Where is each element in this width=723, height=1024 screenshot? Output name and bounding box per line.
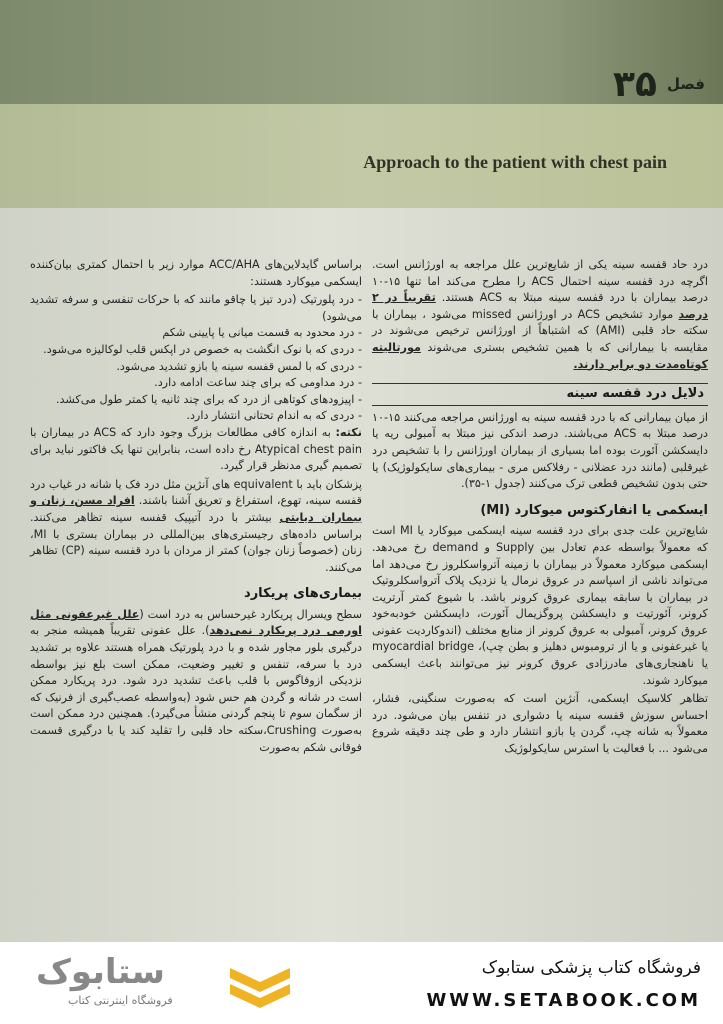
chapter-label: فصل [667,75,705,93]
list-item: - اپیزودهای کوتاهی از درد که برای چند ثانیه یا کمتر طول می‌کشد. [55,392,362,406]
pericard-text-2: ). علل عفونی تقریباً همیشه منجر به درگیری بلور مجاور شده و با درد پلورتیک همراه هستند علاوه بر تشدید درد با سرفه، تنفس و تغییر وضعیت، ممکن است بلع نیز بواسطه نزدیکی ازوفاگوس با قلب باعث تشدید درد شود. درد پریکارد ممکن است در شانه و گردن هم حس شود (به‌واسطه عصب‌گیری از فرنیک که از سگمان سوم تا پنجم گردنی منشأ می‌گیرد). همچنین درد ممکن است به‌صورت Crushing،سکته حاد قلبی را تقلید کند یا با درگیری قسمت فوقانی شکم به‌صورت [30,624,362,754]
store-name: فروشگاه کتاب پزشکی ستابوک [481,958,701,978]
right-column [372,257,708,760]
pericard-paragraph [30,607,362,756]
list-item: - دردی که با لمس قفسه سینه یا بازو تشدید می‌شود. [116,359,362,373]
pericard-text: سطح ویسرال پریکارد غیرحساس به درد است ( [139,607,362,621]
intro-emphasis-percent: تقریباً در ۲ درصد [372,291,709,321]
list-item: - دردی که به اندام تحتانی انتشار دارد. [186,409,362,423]
causes-paragraph: از میان بیمارانی که با درد قفسه سینه به اورژانس مراجعه می‌کنند ۱۵-۱۰ درصد مبتلا به ACS می‌باشند. درصد اندکی نیز مبتلا به آمبولی ریه یا دایسکشن آئورت بوده اما بسیاری از بیماران اورژانس را با تشخیص درد غیرقلبی (مانند درد عضلانی - رفلاکس مری - بیماری‌های سایکولوژیک) یا حتی بدون تشخیص قطعی ترک می‌کنند (جدول ۱-۳۵). [372,410,708,491]
store-logo-text: ستابوک [36,952,165,992]
section-heading-ischemia: ایسکمی یا انفارکتوس میوکارد (MI) [480,502,708,518]
equivalent-text-2: بیشتر با درد آتیپیک قفسه سینه تظاهر می‌کنند. براساس داده‌های رجیستری‌های بین‌المللی در بیماران بستری با MI، زنان (خصوصاً زنان جوان) کمتر از مردان با درد قفسه سینه (CP) تظاهر می‌کنند. [30,510,362,574]
chapter-number: ۳۵ [613,63,657,105]
chapter-marker [613,64,705,104]
guideline-list [30,292,362,425]
pericard-emphasis: علل غیرعفونی مثل اورمی درد پریکارد نمی‌دهد [30,607,363,638]
note-label: نکته: [335,425,362,439]
store-logo-subtitle: فروشگاه اینترنتی کتاب [68,994,173,1007]
section-heading-pericard: بیماری‌های پریکارد [244,586,362,602]
guideline-intro: براساس گایدلاین‌های ACC/AHA موارد زیر با احتمال کمتری بیان‌کننده ایسکمی میوکارد هستند: [30,258,362,288]
list-item: - درد پلورتیک (درد تیز یا چاقو مانند که با حرکات تنفسی و سرفه تشدید می‌شود) [30,293,362,323]
note-paragraph [30,425,362,475]
section-heading-causes: دلایل درد قفسه سینه [372,383,708,406]
equivalent-paragraph [30,477,362,577]
list-item: - دردی که با نوک انگشت به خصوص در اپکس قلب لوکالیزه می‌شود. [43,342,362,356]
list-item: - درد مداومی که برای چند ساعت ادامه دارد. [154,376,362,390]
left-column [30,257,362,758]
store-url: WWW.SETABOOK.COM [426,990,701,1011]
intro-text: درد حاد قفسه سینه یکی از شایع‌ترین علل مراجعه به اورژانس است. اگرچه درد قفسه سینه احتمال ACS را مطرح می‌کند اما تنها ۱۵-۱۰ درصد بیماران با درد قفسه سینه مبتلا به ACS هستند. [372,258,709,305]
store-logo-icon [230,960,290,1010]
intro-text-2: موارد تشخیص ACS در اورژانس missed می‌شود ، بیماران با سکته حاد قلبی (AMI) که اشتباهاً از اورژانس ترخیص می‌شوند در مقایسه با بیمارانی که با همین تشخیص بستری می‌شوند [372,307,708,354]
note-text: به اندازه کافی مطالعات بزرگ وجود دارد که ACS در بیماران با Atypical chest pain رخ داده است، بنابراین تنها یک فاکتور نباید برای تصمیم گیری مدنظر قرار گیرد. [30,425,362,473]
equivalent-text: پزشکان باید با equivalent های آنژین مثل درد فک یا شانه در غیاب درد قفسه سینه، تهوع، استفراغ و تعریق آشنا باشند. [30,477,362,508]
equivalent-emphasis: افراد مسن، زنان و بیماران دیابتی [30,494,362,524]
ischemia-paragraph: شایع‌ترین علت جدی برای درد قفسه سینه ایسکمی میوکارد یا MI است که معمولاً بواسطه عدم تعادل بین Supply و demand رخ می‌دهد. ایسکمی میوکارد معمولاً در بیماران با زمینه آترواسکلروز رخ می‌دهد اما می‌تواند ناشی از اسپاسم در عروق نرمال یا نزدیک پلاک آترواسکلروتیک در بیماران با سابقه بیماری عروق کرونر باشد. با شیوع کمتر آرتریت کرونر، آئورتیت و دایسکشن پروگزیمال آئورت، دایسکشن خودبه‌خود عروق کرونر، آمبولی به عروق کرونر از منابع مختلف (اندوکاردیت عفونی یا غیرعفونی و یا از ترومبوس دهلیز و بطن چپ)، myocardial bridge یا ناهنجاری‌های مادرزادی عروق کرونر نیز می‌توانند باعث ایسکمی میوکارد شوند. [372,524,708,687]
intro-emphasis-mortality: مورتالیته کوتاه‌مدت دو برابر دارند. [372,340,708,371]
list-item: - درد محدود به قسمت میانی یا پایینی شکم [162,326,362,340]
ischemia-paragraph-2: تظاهر کلاسیک ایسکمی، آنژین است که به‌صورت سنگینی، فشار، احساس سوزش قفسه سینه یا دشواری در تنفس بیان می‌شود. درد معمولاً به شانه چپ، گردن یا بازو انتشار دارد و طی چند دقیقه شروع می‌شود ... با فعالیت یا استرس سایکولوژیک [372,692,708,756]
intro-paragraph [372,257,708,373]
page-title: Approach to the patient with chest pain [363,152,667,172]
